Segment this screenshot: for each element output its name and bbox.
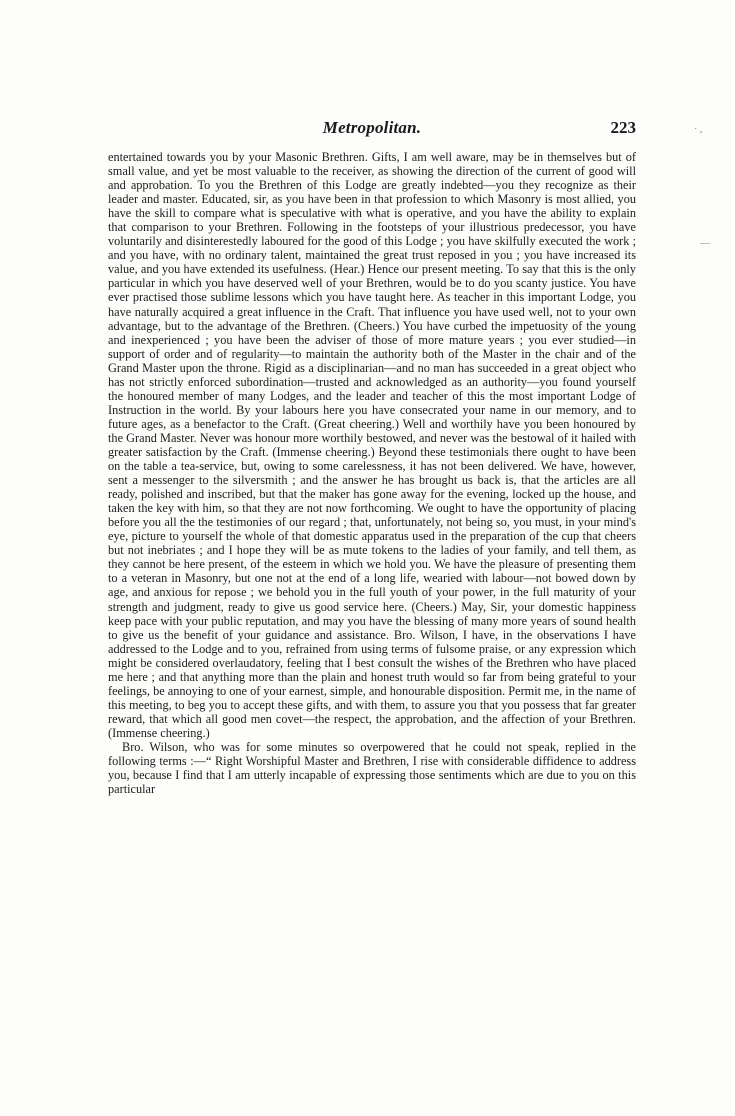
page-header <box>108 118 636 140</box>
body-text <box>108 150 636 796</box>
page-number: 223 <box>610 118 636 137</box>
running-title: Metropolitan. <box>322 118 422 137</box>
margin-mark-top: · , <box>694 124 703 135</box>
margin-mark-mid: — <box>700 238 710 249</box>
paragraph-continued: entertained towards you by your Masonic Brethren. Gifts, I am well aware, may be in themselves but of small value, and yet be most valuable to the receiver, as showing the direction of the current of good will and approbation. To you the Brethren of this Lodge are greatly indebted—you they recognize as their leader and master. Educated, sir, as you have been in that profession to which Masonry is most allied, you have the skill to compare what is speculative with what is operative, and you have the ability to explain that comparison to your Brethren. Following in the footsteps of your illustrious predecessor, you have voluntarily and disinterestedly laboured for the good of this Lodge ; you have skilfully executed the work ; and you have, with no ordinary talent, maintained the great trust reposed in you ; you have increased its value, and you have extended its usefulness. (Hear.) Hence our present meeting. To say that this is the only particular in which you have deserved well of your Brethren, would be to do you scanty justice. You have ever practised those sublime lessons which you have taught here. As teacher in this important Lodge, you have naturally acquired a great influence in the Craft. That influence you have used well, not to your own advantage, but to the advantage of the Brethren. (Cheers.) You have curbed the impetuosity of the young and inexperienced ; you have been the adviser of those of more mature years ; you ever studied—in support of order and of regularity—to maintain the authority both of the Master in the chair and of the Grand Master upon the throne. Rigid as a disciplinarian—and no man has succeeded in a great object who has not strictly enforced subordination—trusted and acknowledged as an authority—you found yourself the honoured member of many Lodges, and the leader and teacher of this the most important Lodge of Instruction in the world. By your labours here you have consecrated your name in our memory, and to future ages, as a benefactor to the Craft. (Great cheering.) Well and worthily have you been honoured by the Grand Master. Never was honour more worthily bestowed, and never was the bestowal of it hailed with greater satisfaction by the Craft. (Immense cheering.) Beyond these testimonials there ought to have been on the table a tea-service, but, owing to some carelessness, it has not been delivered. We have, however, sent a messenger to the silversmith ; and the answer he has brought us back is, that the articles are all ready, polished and inscribed, but that the maker has gone away for the evening, locked up the house, and taken the key with him, so that they are not now forthcoming. We ought to have the opportunity of placing before you all the the testimonies of our regard ; that, unfortunately, not being so, you must, in your mind's eye, picture to yourself the whole of that domestic apparatus used in the preparation of the cup that cheers but not inebriates ; and I hope they will be as mute tokens to the ladies of your family, and tell them, as they cannot be here present, of the esteem in which we hold you. We have the pleasure of presenting them to a veteran in Masonry, but one not at the end of a long life, wearied with labour—not bowed down by age, and anxious for repose ; we behold you in the full youth of your power, in the full maturity of your strength and judgment, ready to give us good service here. (Cheers.) May, Sir, your domestic happiness keep pace with your public reputation, and may you have the blessing of many more years of sound health to give us the benefit of your guidance and assistance. Bro. Wilson, I have, in the observations I have addressed to the Lodge and to you, refrained from using terms of fulsome praise, or any expression which might be considered overlaudatory, feeling that I best consult the wishes of the Brethren who have placed me here ; and that anything more than the plain and honest truth would so far from being grateful to your feelings, be annoying to one of your earnest, simple, and honourable disposition. Permit me, in the name of this meeting, to beg you to accept these gifts, and with them, to assure you that you possess that far greater reward, that which all good men covet—the respect, the approbation, and the affection of your Brethren. (Immense cheering.) <box>108 150 636 740</box>
paragraph-wilson-reply: Bro. Wilson, who was for some minutes so overpowered that he could not speak, replied in the following terms :—“ Right Worshipful Master and Brethren, I rise with considerable diffidence to address you, because I find that I am utterly incapable of expressing those sentiments which are due to you on this particular <box>108 739 636 797</box>
